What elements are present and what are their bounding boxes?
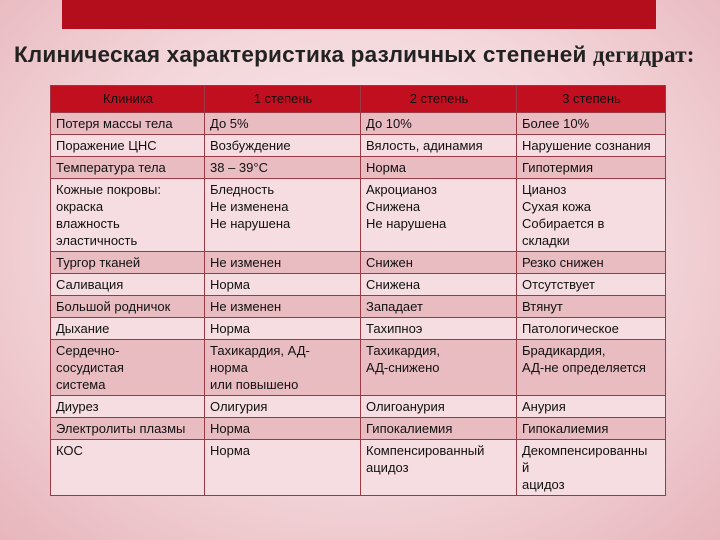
table-cell: Норма	[361, 157, 517, 179]
table-cell: Тахикардия, АД-снижено	[361, 340, 517, 396]
table-cell: Гипотермия	[517, 157, 666, 179]
table-cell: 38 – 39°С	[205, 157, 361, 179]
table-cell: Резко снижен	[517, 252, 666, 274]
table-cell: Гипокалиемия	[361, 418, 517, 440]
table-cell: Тахикардия, АД- норма или повышено	[205, 340, 361, 396]
table-cell: До 5%	[205, 113, 361, 135]
table-row	[51, 440, 666, 496]
table-cell: Компенсированный ацидоз	[361, 440, 517, 496]
table-cell: Возбуждение	[205, 135, 361, 157]
table-cell: Диурез	[51, 396, 205, 418]
table-cell: Норма	[205, 318, 361, 340]
table-cell: Не изменен	[205, 296, 361, 318]
table-cell: Декомпенсированны й ацидоз	[517, 440, 666, 496]
table-cell: Норма	[205, 274, 361, 296]
table-cell: Электролиты плазмы	[51, 418, 205, 440]
table-cell: Цианоз Сухая кожа Собирается в складки	[517, 179, 666, 252]
table-header-row	[51, 86, 666, 113]
table-cell: Гипокалиемия	[517, 418, 666, 440]
table-row	[51, 135, 666, 157]
table-row	[51, 113, 666, 135]
slide-title-tail: дегидрат:	[593, 42, 695, 67]
table-cell: Западает	[361, 296, 517, 318]
table-cell: Втянут	[517, 296, 666, 318]
table-cell: Патологическое	[517, 318, 666, 340]
table-cell: Температура тела	[51, 157, 205, 179]
table-cell: Тургор тканей	[51, 252, 205, 274]
table-row	[51, 418, 666, 440]
table-cell: КОС	[51, 440, 205, 496]
header-degree-2: 2 степень	[361, 86, 517, 113]
table-cell: До 10%	[361, 113, 517, 135]
table-cell: Потеря массы тела	[51, 113, 205, 135]
table-row	[51, 179, 666, 252]
table-cell: Поражение ЦНС	[51, 135, 205, 157]
table-cell: Кожные покровы: окраска влажность эластичность	[51, 179, 205, 252]
table-cell: Более 10%	[517, 113, 666, 135]
table-cell: Дыхание	[51, 318, 205, 340]
table-row	[51, 396, 666, 418]
table-cell: Отсутствует	[517, 274, 666, 296]
table-cell: Вялость, адинамия	[361, 135, 517, 157]
top-accent-bar	[62, 0, 656, 29]
table-cell: Брадикардия, АД-не определяется	[517, 340, 666, 396]
slide-title-main: Клиническая характеристика различных степеней	[14, 42, 587, 67]
table-cell: Олигурия	[205, 396, 361, 418]
table-cell: Анурия	[517, 396, 666, 418]
table-cell: Снижен	[361, 252, 517, 274]
slide-title	[14, 42, 720, 68]
header-degree-3: 3 степень	[517, 86, 666, 113]
table-cell: Нарушение сознания	[517, 135, 666, 157]
table-row	[51, 318, 666, 340]
table-cell: Бледность Не изменена Не нарушена	[205, 179, 361, 252]
header-degree-1: 1 степень	[205, 86, 361, 113]
table-cell: Саливация	[51, 274, 205, 296]
table-cell: Норма	[205, 440, 361, 496]
table-cell: Норма	[205, 418, 361, 440]
table-row	[51, 340, 666, 396]
table-cell: Сердечно- сосудистая система	[51, 340, 205, 396]
table-cell: Тахипноэ	[361, 318, 517, 340]
table-cell: Олигоанурия	[361, 396, 517, 418]
header-clinic: Клиника	[51, 86, 205, 113]
table-row	[51, 274, 666, 296]
table-row	[51, 296, 666, 318]
table-cell: Акроцианоз Снижена Не нарушена	[361, 179, 517, 252]
table-cell: Большой родничок	[51, 296, 205, 318]
table-cell: Снижена	[361, 274, 517, 296]
dehydration-table	[50, 85, 666, 496]
table-row	[51, 157, 666, 179]
table-row	[51, 252, 666, 274]
table-cell: Не изменен	[205, 252, 361, 274]
